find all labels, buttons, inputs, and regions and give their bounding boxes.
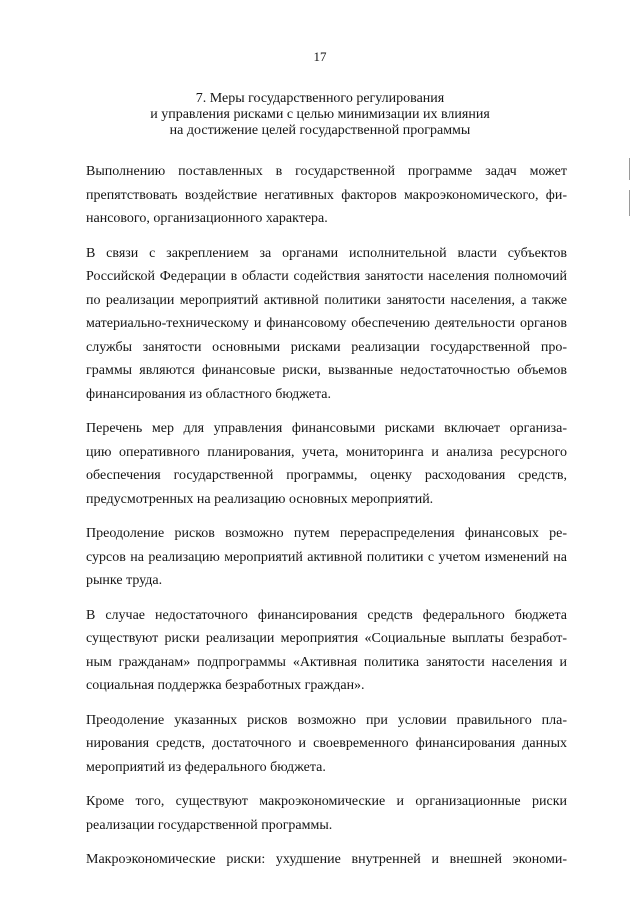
paragraph-line: рынке труда. [86,573,163,588]
paragraph [60,604,567,698]
paragraph-line: Перечень мер для управления финансовыми рисками включает организа- [86,421,567,436]
paragraph-line: Макроэкономические риски: ухудшение внутренней и внешней экономи- [86,852,567,867]
paragraph [60,242,567,407]
paragraph [60,790,567,837]
paragraph-line: граммы являются финансовые риски, вызванные недостаточностью объемов [86,363,567,378]
paragraph-line: социальная поддержка безработных граждан». [86,678,365,693]
paragraph-line: В связи с закреплением за органами исполнительной власти субъектов [86,245,567,261]
paragraph-line: существуют риски реализации мероприятия «Социальные выплаты безработ- [86,631,567,646]
paragraph-line: по реализации мероприятий активной политики занятости населения, а также [86,292,567,308]
paragraph-line: финансирования из областного бюджета. [86,386,331,402]
scan-edge-mark [629,158,630,180]
paragraph-line: нирования средств, достаточного и своевременного финансирования данных [86,736,567,751]
paragraph [60,848,567,872]
paragraph-line: Преодоление указанных рисков возможно при условии правильного пла- [86,712,567,728]
paragraph [60,417,567,511]
scan-edge-mark [629,190,630,216]
paragraph-line: обеспечения государственной программы, оценку расходования средств, [86,468,567,483]
paragraph-line: сурсов на реализацию мероприятий активной политики с учетом изменений на [86,549,567,565]
heading-line-2: и управления рисками с целью минимизации их влияния [150,107,490,122]
paragraph-line: Российской Федерации в области содействия занятости населения полномочий [86,269,567,284]
paragraph-line: предусмотренных на реализацию основных мероприятий. [86,491,434,507]
paragraph-line: материально-техническому и финансовому обеспечению деятельности органов [86,316,567,331]
heading-line-1: 7. Меры государственного регулирования [195,91,445,106]
body-text [60,160,567,883]
paragraph-line: Кроме того, существуют макроэкономические и организационные риски [86,794,567,809]
paragraph-line: нансового, организационного характера. [86,211,328,226]
paragraph-line: цию оперативного планирования, учета, мониторинга и анализа ресурсного [86,444,567,460]
page-number: 17 [313,49,327,64]
paragraph-line: ным гражданам» подпрограммы «Активная политика занятости населения и [86,654,567,670]
paragraph [60,522,567,593]
paragraph-line: службы занятости основными рисками реализации государственной про- [86,339,567,355]
heading-line-3: на достижение целей государственной программы [169,123,471,138]
paragraph-line: реализации государственной программы. [86,817,333,833]
paragraph-line: Выполнению поставленных в государственной программе задач может [86,164,567,179]
section-heading [0,91,640,139]
paragraph [60,160,567,231]
paragraph-line: препятствовать воздействие негативных факторов макроэкономического, фи- [86,187,567,203]
paragraph-line: мероприятий из федерального бюджета. [86,759,326,775]
paragraph-line: В случае недостаточного финансирования средств федерального бюджета [86,607,567,623]
paragraph [60,709,567,780]
paragraph-line: Преодоление рисков возможно путем перераспределения финансовых ре- [86,526,567,541]
